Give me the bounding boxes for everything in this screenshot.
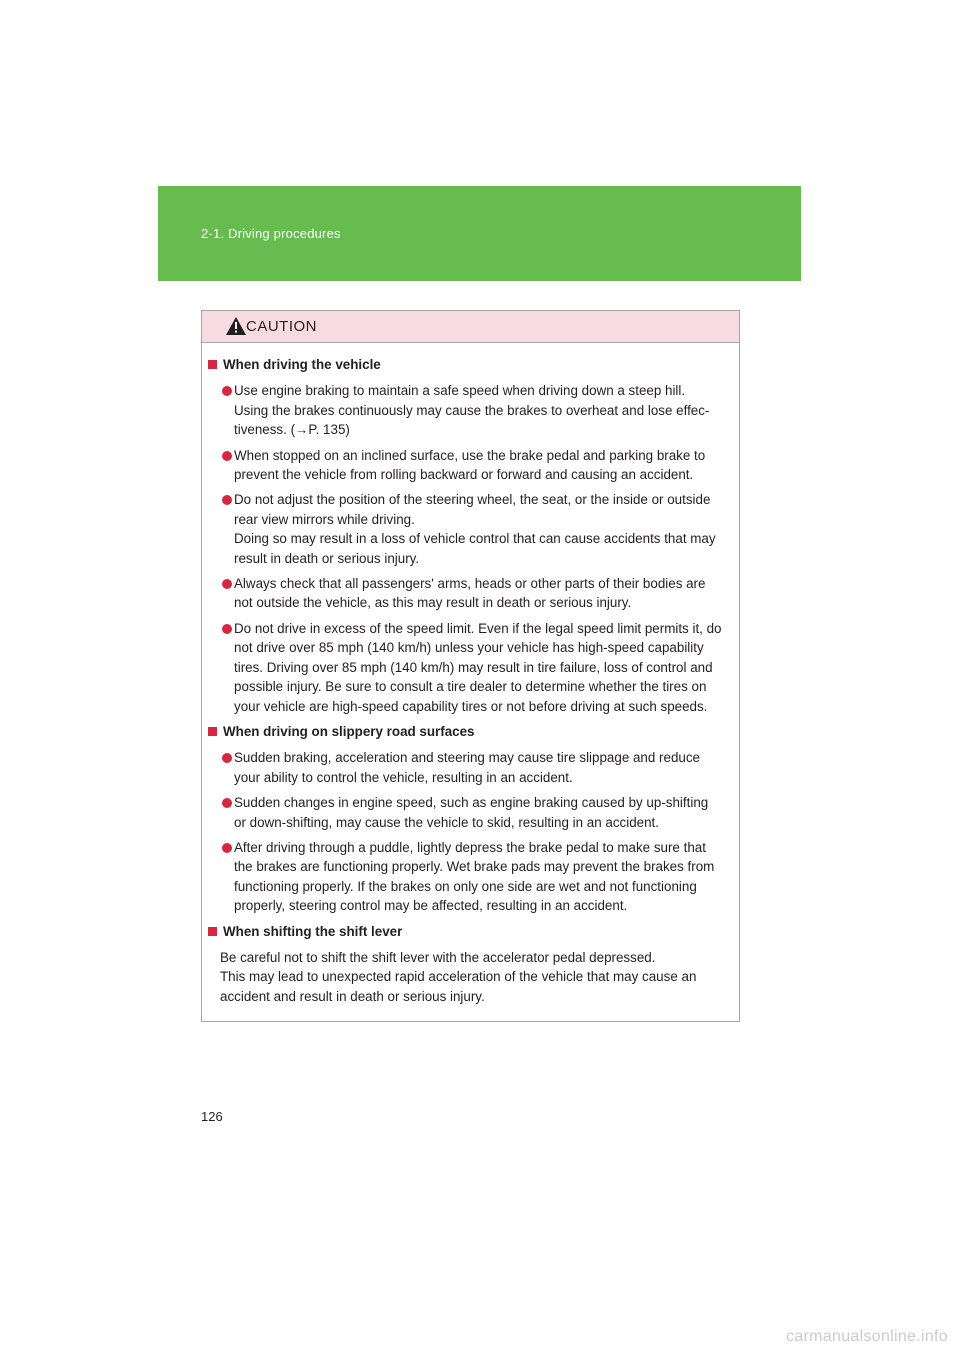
section-heading-text: When driving the vehicle	[223, 357, 381, 372]
caution-item-line: Do not drive in excess of the speed limit. Even if the legal speed limit permits it, do	[234, 620, 722, 636]
caution-item-line: Sudden braking, acceleration and steering may cause tire slippage and reduce	[234, 750, 700, 766]
section-label: 2-1. Driving procedures	[201, 226, 341, 241]
section-heading	[216, 355, 733, 374]
caution-box	[201, 310, 740, 1022]
bullet-icon	[222, 451, 232, 461]
section-heading	[216, 722, 733, 741]
caution-item-line: result in death or serious injury.	[234, 550, 420, 566]
bullet-icon	[222, 798, 232, 808]
section-heading-text: When shifting the shift lever	[223, 923, 403, 939]
caution-item-line: not drive over 85 mph (140 km/h) unless your vehicle has high-speed capability	[234, 640, 704, 656]
watermark: carmanualsonline.info	[786, 1328, 948, 1345]
section-square-icon	[208, 360, 217, 369]
caution-item-line: After driving through a puddle, lightly depress the brake pedal to make sure that	[234, 839, 706, 855]
caution-item-line: Always check that all passengers' arms, heads or other parts of their bodies are	[234, 576, 706, 592]
caution-item-line: not outside the vehicle, as this may result in death or serious injury.	[234, 595, 632, 611]
caution-item	[216, 748, 733, 787]
section-square-icon	[208, 927, 217, 936]
caution-title: CAUTION	[246, 318, 317, 335]
bullet-icon	[222, 624, 232, 634]
caution-item	[216, 619, 733, 716]
caution-paragraph	[216, 948, 733, 1006]
caution-item-line: your vehicle are high-speed capability tires or not before driving at such speeds.	[234, 698, 708, 714]
section-square-icon	[208, 727, 217, 736]
caution-item	[216, 490, 733, 568]
caution-paragraph-line: Be careful not to shift the shift lever with the accelerator pedal depressed.	[220, 949, 656, 965]
caution-item	[216, 838, 733, 916]
bullet-icon	[222, 579, 232, 589]
caution-item-line: possible injury. Be sure to consult a tire dealer to determine whether the tires on	[234, 679, 707, 695]
warning-triangle-icon	[226, 317, 246, 335]
caution-item	[216, 381, 733, 439]
caution-item-line: properly, steering control may be affected, resulting in an accident.	[234, 898, 628, 914]
caution-body	[202, 343, 739, 1006]
bullet-icon	[222, 843, 232, 853]
caution-item-line: rear view mirrors while driving.	[234, 511, 415, 527]
caution-header	[202, 311, 739, 343]
caution-item-line: or down-shifting, may cause the vehicle to skid, resulting in an accident.	[234, 814, 660, 830]
caution-paragraph-line: accident and result in death or serious injury.	[220, 988, 485, 1004]
caution-item	[216, 574, 733, 613]
caution-item-line: Use engine braking to maintain a safe speed when driving down a steep hill.	[234, 383, 686, 399]
caution-item-line: tires. Driving over 85 mph (140 km/h) may result in tire failure, loss of control and	[234, 659, 713, 675]
bullet-icon	[222, 495, 232, 505]
page-number: 126	[201, 1109, 223, 1124]
caution-item-line: Sudden changes in engine speed, such as engine braking caused by up-shifting	[234, 795, 709, 811]
caution-item-line: Using the brakes continuously may cause the brakes to overheat and lose effec-	[234, 402, 710, 418]
caution-item-line: your ability to control the vehicle, resulting in an accident.	[234, 769, 573, 785]
caution-item	[216, 446, 733, 485]
section-heading-text: When driving on slippery road surfaces	[223, 723, 475, 739]
caution-item-line: prevent the vehicle from rolling backward or forward and causing an accident.	[234, 467, 694, 483]
caution-item-line: the brakes are functioning properly. Wet brake pads may prevent the brakes from	[234, 859, 715, 875]
section-heading	[216, 922, 733, 941]
caution-paragraph-line: This may lead to unexpected rapid acceleration of the vehicle that may cause an	[220, 969, 697, 985]
caution-item-line: Do not adjust the position of the steering wheel, the seat, or the inside or outside	[234, 492, 711, 508]
caution-item-line: tiveness. (→P. 135)	[234, 422, 350, 438]
caution-item-line: Doing so may result in a loss of vehicle control that can cause accidents that may	[234, 531, 716, 547]
bullet-icon	[222, 386, 232, 396]
caution-item-line: functioning properly. If the brakes on only one side are wet and not functioning	[234, 878, 697, 894]
caution-item-line: When stopped on an inclined surface, use the brake pedal and parking brake to	[234, 447, 706, 463]
caution-item	[216, 793, 733, 832]
bullet-icon	[222, 753, 232, 763]
